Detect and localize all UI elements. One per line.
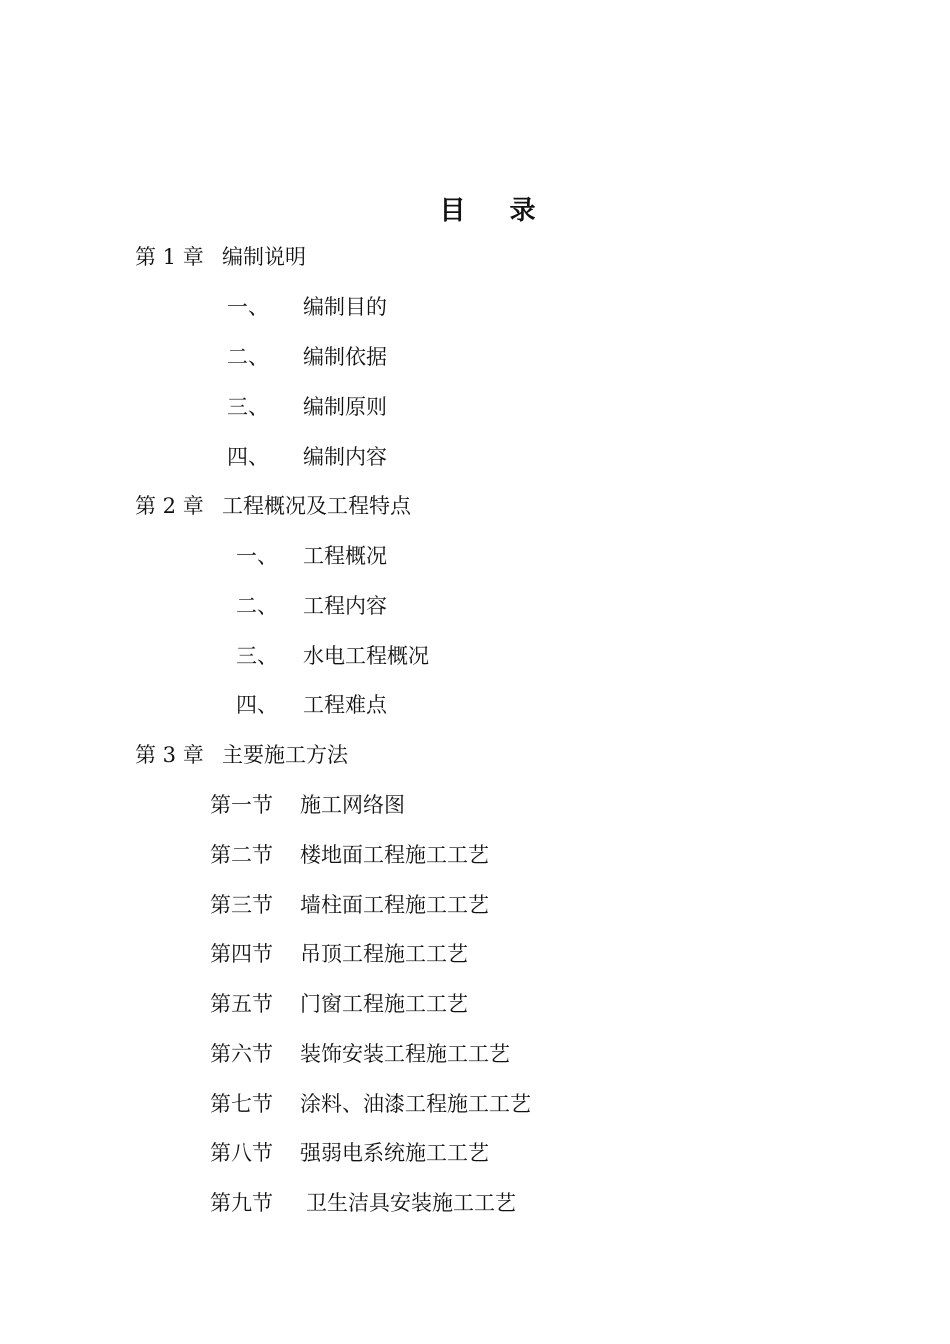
item-title: 编制内容 (303, 445, 387, 469)
item-title: 门窗工程施工工艺 (300, 992, 468, 1016)
item-number: 第三节 (210, 893, 273, 917)
item-number: 一、 (227, 295, 269, 319)
item-number: 四、 (227, 445, 269, 469)
chapter-number: 第 2 章 (135, 494, 204, 518)
item-title: 墙柱面工程施工工艺 (300, 893, 489, 917)
item-title: 水电工程概况 (303, 644, 429, 668)
item-number: 第五节 (210, 992, 273, 1016)
item-number: 第六节 (210, 1042, 273, 1066)
item-title: 吊顶工程施工工艺 (300, 942, 468, 966)
item-number: 四、 (236, 693, 278, 717)
chapter-number: 第 3 章 (135, 743, 204, 767)
item-title: 工程难点 (303, 693, 387, 717)
item-title: 涂料、油漆工程施工工艺 (300, 1092, 531, 1116)
item-number: 一、 (236, 544, 278, 568)
item-number: 第二节 (210, 843, 273, 867)
item-number: 三、 (236, 644, 278, 668)
item-title: 工程内容 (303, 594, 387, 618)
item-number: 第七节 (210, 1092, 273, 1116)
item-title: 编制依据 (303, 345, 387, 369)
item-title: 强弱电系统施工工艺 (300, 1141, 489, 1165)
item-number: 二、 (227, 345, 269, 369)
toc-title-char-1: 目 (439, 196, 466, 226)
item-number: 第四节 (210, 942, 273, 966)
item-number: 二、 (236, 594, 278, 618)
item-number: 第八节 (210, 1141, 273, 1165)
chapter-number: 第 1 章 (135, 245, 204, 269)
item-title: 施工网络图 (300, 793, 405, 817)
item-title: 编制目的 (303, 295, 387, 319)
item-number: 第一节 (210, 793, 273, 817)
item-title: 编制原则 (303, 395, 387, 419)
item-title: 卫生洁具安装施工工艺 (306, 1191, 516, 1215)
chapter-title: 工程概况及工程特点 (222, 494, 411, 518)
chapter-title: 编制说明 (222, 245, 306, 269)
item-title: 楼地面工程施工工艺 (300, 843, 489, 867)
chapter-title: 主要施工方法 (222, 743, 348, 767)
item-title: 工程概况 (303, 544, 387, 568)
toc-title (0, 190, 950, 227)
item-title: 装饰安装工程施工工艺 (300, 1042, 510, 1066)
toc-title-char-2: 录 (509, 196, 536, 226)
item-number: 三、 (227, 395, 269, 419)
item-number: 第九节 (210, 1191, 273, 1215)
